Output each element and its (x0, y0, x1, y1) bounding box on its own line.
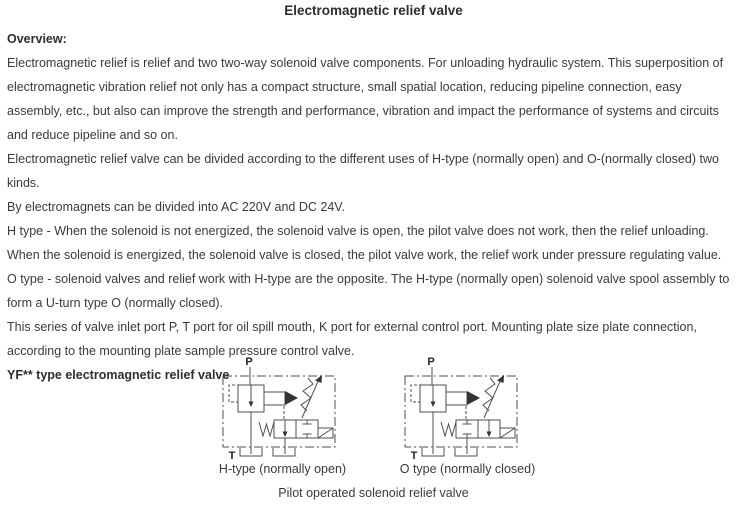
port-t-label: T (228, 450, 236, 462)
o-type-caption: O type (normally closed) (399, 462, 536, 476)
figure-caption: Pilot operated solenoid relief valve (278, 486, 469, 500)
paragraph: Electromagnetic relief valve can be divided according to the different uses of H-type (normally open) and O-(normally closed) two kinds. (7, 152, 719, 190)
port-t-label: T (410, 450, 418, 462)
solenoid-icon (500, 428, 515, 438)
solenoid-valve-symbol (456, 420, 500, 438)
connector-box (264, 392, 285, 405)
port-p-label: P (245, 356, 253, 368)
overview-heading: Overview: (7, 32, 67, 46)
page-title: Electromagnetic relief valve (284, 3, 463, 18)
flow-arrow-icon (285, 391, 298, 405)
pilot-line (411, 385, 427, 402)
paragraph: H type - When the solenoid is not energized, the solenoid valve is open, the pilot valve does not work, then the relief unloading. When the solenoid is energized, the solenoid valve is closed, the pilot valve work, the relief work under pressure regulating value. (7, 224, 722, 262)
solenoid-valve-symbol (274, 420, 318, 438)
port-p-label: P (427, 356, 435, 368)
paragraph: O type - solenoid valves and relief work with H-type are the opposite. The H-type (normally open) solenoid valve spool assembly to form a U-turn type O (normally closed). (7, 272, 730, 310)
connector-box (446, 392, 467, 405)
tank-icon (273, 448, 295, 456)
flow-arrow-icon (467, 391, 480, 405)
pilot-line (229, 385, 245, 402)
solenoid-icon (318, 428, 333, 438)
h-type-caption: H-type (normally open) (218, 462, 347, 476)
relief-valve-symbol (420, 385, 446, 412)
paragraph: This series of valve inlet port P, T port for oil spill mouth, K port for external control port. Mounting plate size plate connection, according to the mounting plate sample pressure control valve. (7, 320, 697, 358)
paragraph: Electromagnetic relief is relief and two two-way solenoid valve components. For unloading hydraulic system. This superposition of electromagnetic vibration relief not only has a compact structure, small spatial location, reducing pipeline connection, easy assembly, etc., but also can improve the strength and performance, vibration and impact the performance of systems and circuits and reduce pipeline and so on. (7, 56, 724, 142)
paragraph: By electromagnets can be divided into AC 220V and DC 24V. (7, 200, 345, 214)
tank-icon (240, 448, 262, 456)
tank-icon (422, 448, 444, 456)
spring-icon (441, 422, 456, 436)
relief-valve-symbol (238, 385, 264, 412)
series-heading: YF** type electromagnetic relief valve (7, 368, 230, 382)
spring-icon (259, 422, 274, 436)
document-body (7, 27, 740, 387)
tank-icon (455, 448, 477, 456)
